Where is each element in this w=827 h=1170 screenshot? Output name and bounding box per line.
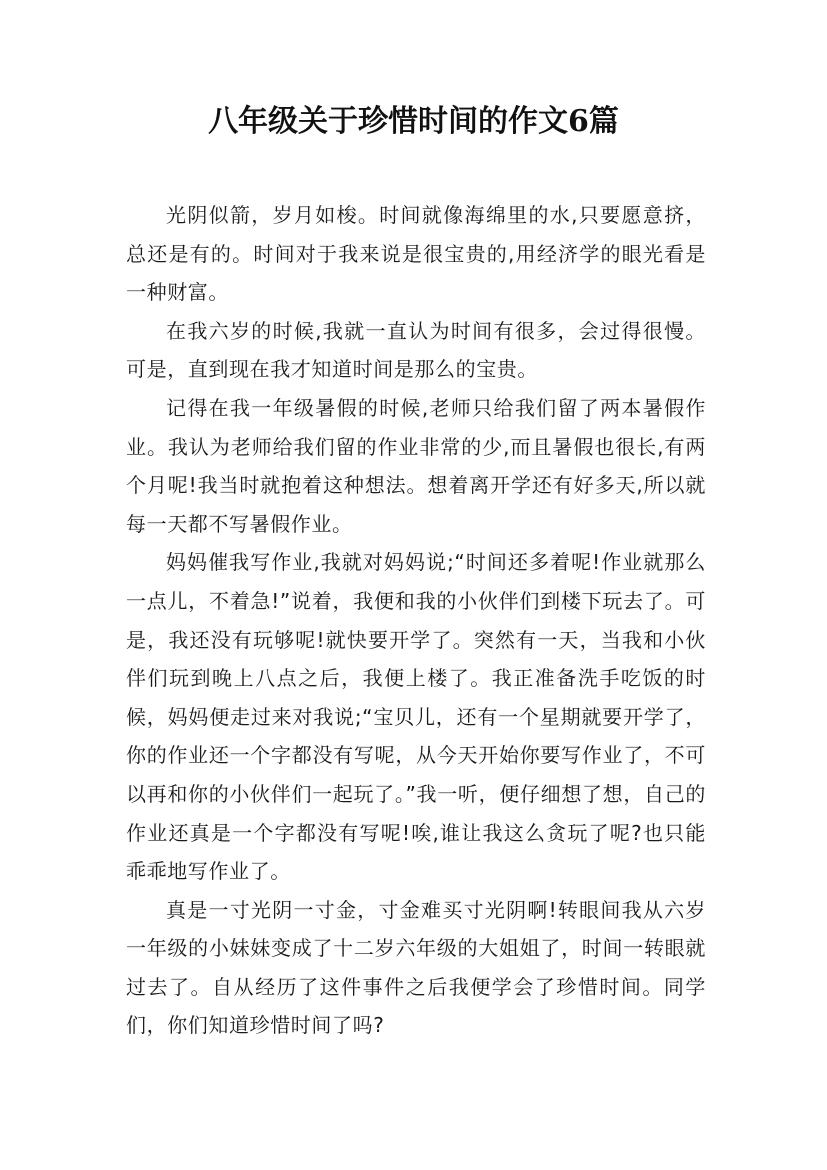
- paragraph-4: 妈妈催我写作业,我就对妈妈说;“时间还多着呢!作业就那么一点儿，不着急!”说着，我便和我的小伙伴们到楼下玩去了。可是，我还没有玩够呢!就快要开学了。突然有一天，当我和小伙伴们玩到晚上八点之后，我便上楼了。我正准备洗手吃饭的时候，妈妈便走过来对我说;“宝贝儿，还有一个星期就要开学了，你的作业还一个字都没有写呢，从今天开始你要写作业了，不可以再和你的小伙伴们一起玩了。”我一听，便仔细想了想，自己的作业还真是一个字都没有写呢!唉,谁让我这么贪玩了呢?也只能乖乖地写作业了。: [126, 550, 706, 884]
- paragraph-5: 真是一寸光阴一寸金，寸金难买寸光阴啊!转眼间我从六岁一年级的小妹妹变成了十二岁六年级的大姐姐了，时间一转眼就过去了。自从经历了这件事件之后我便学会了珍惜时间。同学们，你们知道珍惜时间了吗?: [126, 897, 706, 1038]
- page-title: 八年级关于珍惜时间的作文6篇: [208, 104, 619, 139]
- paragraph-1: 光阴似箭，岁月如梭。时间就像海绵里的水,只要愿意挤，总还是有的。时间对于我来说是很宝贵的,用经济学的眼光看是一种财富。: [126, 203, 706, 305]
- paragraph-2: 在我六岁的时候,我就一直认为时间有很多，会过得很慢。可是，直到现在我才知道时间是那么的宝贵。: [126, 318, 706, 382]
- paragraph-3: 记得在我一年级暑假的时候,老师只给我们留了两本暑假作业。我认为老师给我们留的作业非常的少,而且暑假也很长,有两个月呢!我当时就抱着这种想法。想着离开学还有好多天,所以就每一天都不写暑假作业。: [126, 395, 706, 536]
- essay-body: [126, 196, 706, 1045]
